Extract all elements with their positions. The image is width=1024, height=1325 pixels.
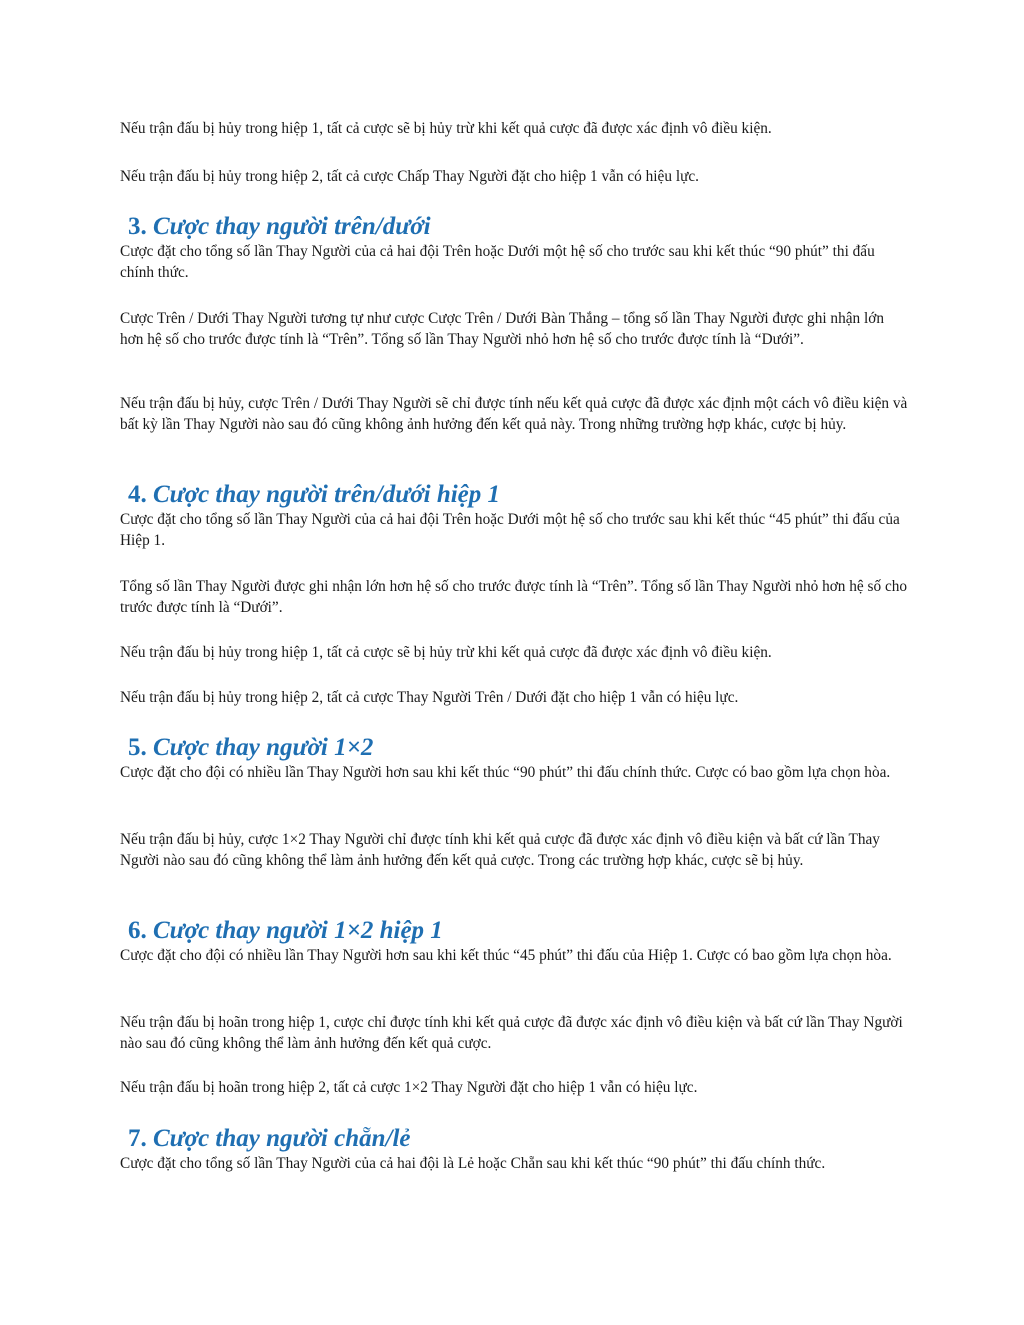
paragraph: Nếu trận đấu bị hủy trong hiệp 2, tất cả cược Chấp Thay Người đặt cho hiệp 1 vẫn có hiệu lực. xyxy=(120,168,699,185)
section-number: 7. xyxy=(128,1125,147,1152)
paragraph: Cược Trên / Dưới Thay Người tương tự như cược Cược Trên / Dưới Bàn Thắng – tổng số lần Thay Người được ghi nhận lớn hơn hệ số cho trước được tính là “Trên”. Tổng số lần Thay Người nhỏ hơn hệ số cho trước được tính là “Dưới”. xyxy=(120,310,884,348)
section-4 xyxy=(120,480,910,551)
section-heading xyxy=(120,480,910,510)
paragraph: Cược đặt cho tổng số lần Thay Người của cả hai đội Trên hoặc Dưới một hệ số cho trước sau khi kết thúc “45 phút” thi đấu của Hiệp 1. xyxy=(120,511,900,549)
section-4-paragraph-2-block xyxy=(120,577,910,618)
section-6-paragraph-3-block xyxy=(120,1078,910,1099)
paragraph: Nếu trận đấu bị hủy, cược 1×2 Thay Người chỉ được tính khi kết quả cược đã được xác định vô điều kiện và bất cứ lần Thay Người nào sau đó cũng không thể làm ảnh hưởng đến kết quả cược. Trong các trường hợp khác, cược sẽ bị hủy. xyxy=(120,831,880,869)
section-3-paragraph-2-block xyxy=(120,309,910,350)
paragraph: Cược đặt cho tổng số lần Thay Người của cả hai đội là Lẻ hoặc Chẵn sau khi kết thúc “90 phút” thi đấu chính thức. xyxy=(120,1155,826,1172)
section-4-paragraph-4-block xyxy=(120,688,910,709)
paragraph: Nếu trận đấu bị hủy trong hiệp 1, tất cả cược sẽ bị hủy trừ khi kết quả cược đã được xác định vô điều kiện. xyxy=(120,644,772,661)
section-heading xyxy=(120,916,910,946)
section-title: Cược thay người 1×2 hiệp 1 xyxy=(153,917,443,944)
section-7 xyxy=(120,1124,910,1175)
section-5-paragraph-2-block xyxy=(120,830,910,871)
section-title: Cược thay người trên/dưới xyxy=(153,213,431,240)
paragraph: Nếu trận đấu bị hủy trong hiệp 1, tất cả cược sẽ bị hủy trừ khi kết quả cược đã được xác định vô điều kiện. xyxy=(120,120,772,137)
intro-paragraph-1-block xyxy=(120,119,910,140)
paragraph: Nếu trận đấu bị hủy, cược Trên / Dưới Thay Người sẽ chỉ được tính nếu kết quả cược đã được xác định một cách vô điều kiện và bất kỳ lần Thay Người nào sau đó cũng không ảnh hưởng đến kết quả này. Trong những trường hợp khác, cược bị hủy. xyxy=(120,395,908,433)
section-number: 3. xyxy=(128,213,147,240)
paragraph: Cược đặt cho tổng số lần Thay Người của cả hai đội Trên hoặc Dưới một hệ số cho trước sau khi kết thúc “90 phút” thi đấu chính thức. xyxy=(120,243,875,281)
section-3 xyxy=(120,212,910,283)
section-5 xyxy=(120,733,910,784)
section-title: Cược thay người chẵn/lẻ xyxy=(153,1125,411,1152)
section-4-paragraph-3-block xyxy=(120,643,910,664)
section-number: 4. xyxy=(128,481,147,508)
section-heading xyxy=(120,212,910,242)
paragraph: Nếu trận đấu bị hủy trong hiệp 2, tất cả cược Thay Người Trên / Dưới đặt cho hiệp 1 vẫn có hiệu lực. xyxy=(120,689,739,706)
intro-paragraph-2-block xyxy=(120,167,910,188)
section-number: 5. xyxy=(128,734,147,761)
paragraph: Cược đặt cho đội có nhiều lần Thay Người hơn sau khi kết thúc “45 phút” thi đấu của Hiệp 1. Cược có bao gồm lựa chọn hòa. xyxy=(120,947,892,964)
section-6 xyxy=(120,916,910,967)
section-number: 6. xyxy=(128,917,147,944)
section-6-paragraph-2-block xyxy=(120,1013,910,1054)
paragraph: Nếu trận đấu bị hoãn trong hiệp 2, tất cả cược 1×2 Thay Người đặt cho hiệp 1 vẫn có hiệu lực. xyxy=(120,1079,698,1096)
section-title: Cược thay người 1×2 xyxy=(153,734,374,761)
section-3-paragraph-3-block xyxy=(120,394,910,435)
paragraph: Tổng số lần Thay Người được ghi nhận lớn hơn hệ số cho trước được tính là “Trên”. Tổng số lần Thay Người nhỏ hơn hệ số cho trước được tính là “Dưới”. xyxy=(120,578,908,616)
section-heading xyxy=(120,733,910,763)
section-title: Cược thay người trên/dưới hiệp 1 xyxy=(153,481,501,508)
paragraph: Nếu trận đấu bị hoãn trong hiệp 1, cược chỉ được tính khi kết quả cược đã được xác định vô điều kiện và bất cứ lần Thay Người nào sau đó cũng không thể làm ảnh hưởng đến kết quả cược. xyxy=(120,1014,903,1052)
section-heading xyxy=(120,1124,910,1154)
paragraph: Cược đặt cho đội có nhiều lần Thay Người hơn sau khi kết thúc “90 phút” thi đấu chính thức. Cược có bao gồm lựa chọn hòa. xyxy=(120,764,891,781)
